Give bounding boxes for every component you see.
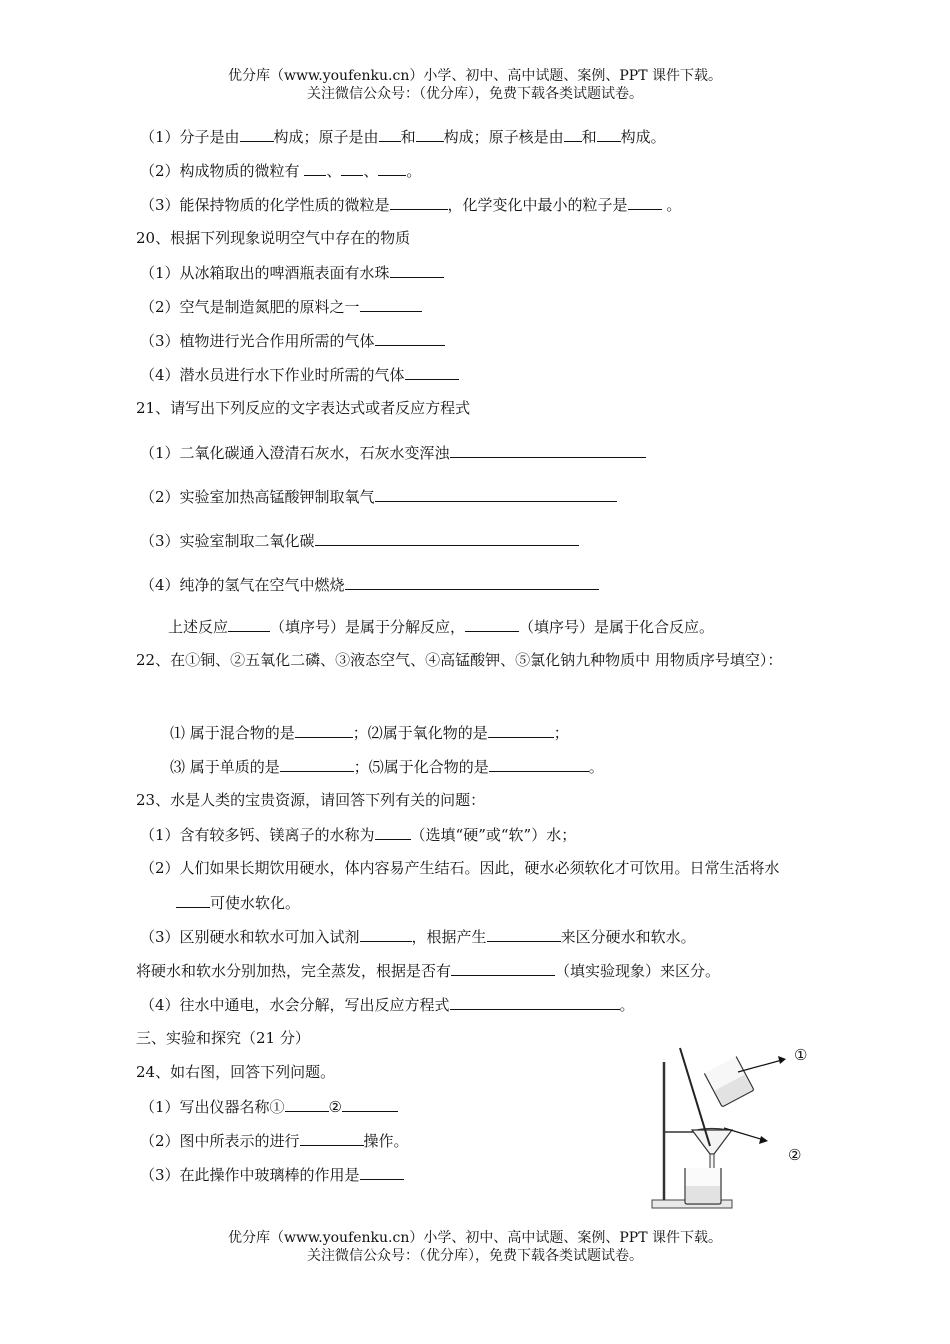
q23-title: 23、水是人类的宝贵资源，请回答下列有关的问题： [136, 791, 486, 809]
arrow-head-1 [778, 1056, 786, 1064]
q23-item-1: （1）含有较多钙、镁离子的水称为 （选填“硬”或“软”）水； [140, 826, 577, 844]
answer-blank[interactable] [451, 960, 555, 976]
answer-blank[interactable] [488, 722, 554, 738]
q22-item-2: ⑶ 属于单质的是 ；⑸属于化合物的是 。 [170, 758, 604, 776]
q23-item-2-cont: 可使水软化。 [176, 892, 300, 913]
answer-blank[interactable] [360, 926, 412, 942]
answer-blank[interactable] [280, 756, 354, 772]
answer-blank[interactable] [360, 296, 422, 312]
q23-item-3: （3）区别硬水和软水可加入试剂 ，根据产生 来区分硬水和软水。 [140, 928, 696, 946]
header-line-1: 优分库（www.youfenku.cn）小学、初中、高中试题、案例、PPT 课件下载。 [227, 68, 722, 84]
answer-blank[interactable] [465, 616, 519, 632]
label-marker-1: ① [794, 1046, 808, 1064]
answer-blank[interactable] [378, 160, 406, 176]
answer-blank[interactable] [345, 574, 599, 590]
q22-item-1: ⑴ 属于混合物的是 ；⑵属于氧化物的是 ； [170, 724, 569, 742]
answer-blank[interactable] [360, 1164, 404, 1180]
q21-item-3: （3）实验室制取二氧化碳 [140, 530, 579, 551]
answer-blank[interactable] [285, 1096, 329, 1112]
filtrate-liquid [686, 1186, 720, 1203]
pointer-arrow-1 [738, 1060, 782, 1072]
answer-blank[interactable] [489, 756, 589, 772]
q23-item-2: （2）人们如果长期饮用硬水，体内容易产生结石。因此，硬水必须软化才可饮用。日常生活将水 [140, 859, 780, 877]
footer-line-1: 优分库（www.youfenku.cn）小学、初中、高中试题、案例、PPT 课件下载。 [227, 1230, 722, 1246]
answer-blank[interactable] [341, 160, 363, 176]
answer-blank[interactable] [240, 126, 274, 142]
filtration-apparatus-figure [640, 1040, 820, 1220]
label-marker-2: ② [788, 1146, 802, 1164]
section-3-heading: 三、实验和探究（21 分） [136, 1029, 310, 1047]
q20-title: 20、根据下列现象说明空气中存在的物质 [136, 229, 411, 247]
answer-blank[interactable] [375, 824, 411, 840]
q19-item-3: （3）能保持物质的化学性质的微粒是 ，化学变化中最小的粒子是 。 [140, 196, 682, 214]
q21-summary: 上述反应 （填序号）是属于分解反应， （填序号）是属于化合反应。 [168, 618, 715, 636]
answer-blank[interactable] [390, 194, 448, 210]
q24-item-2: （2）图中所表示的进行 操作。 [140, 1132, 409, 1150]
answer-blank[interactable] [228, 616, 270, 632]
q20-item-1: （1）从冰箱取出的啤酒瓶表面有水珠 [140, 262, 444, 283]
answer-blank[interactable] [390, 262, 444, 278]
answer-blank[interactable] [450, 442, 646, 458]
answer-blank[interactable] [487, 926, 561, 942]
answer-blank[interactable] [597, 126, 621, 142]
answer-blank[interactable] [628, 194, 662, 210]
answer-blank[interactable] [375, 486, 617, 502]
answer-blank[interactable] [304, 160, 326, 176]
funnel [692, 1130, 732, 1154]
answer-blank[interactable] [315, 530, 579, 546]
arrow-head-2 [759, 1136, 768, 1144]
answer-blank[interactable] [416, 126, 444, 142]
q21-title: 21、请写出下列反应的文字表达式或者反应方程式 [136, 399, 471, 417]
header-line-2: 关注微信公众号：（优分库），免费下载各类试题试卷。 [307, 86, 643, 102]
q20-item-2: （2）空气是制造氮肥的原料之一 [140, 296, 422, 317]
answer-blank[interactable] [342, 1096, 398, 1112]
answer-blank[interactable] [295, 722, 353, 738]
answer-blank[interactable] [379, 126, 401, 142]
q21-item-1: （1）二氧化碳通入澄清石灰水，石灰水变浑浊 [140, 442, 646, 463]
q23-item-4: （4）往水中通电，水会分解，写出反应方程式 。 [140, 996, 635, 1014]
q22-title: 22、在①铜、②五氧化二磷、③液态空气、④高锰酸钾、⑤氯化钠九种物质中 用物质序号填空）： [136, 651, 783, 669]
pointer-arrow-2 [724, 1128, 764, 1140]
q19-item-1: （1）分子是由 构成；原子是由 和 构成；原子核是由 和 构成。 [140, 128, 666, 146]
q21-item-4: （4）纯净的氢气在空气中燃烧 [140, 574, 599, 595]
q24-title: 24、如右图，回答下列问题。 [136, 1063, 336, 1081]
answer-blank[interactable] [375, 330, 445, 346]
answer-blank[interactable] [564, 126, 582, 142]
q24-item-1: （1）写出仪器名称① ② [140, 1096, 398, 1117]
q19-item-2: （2）构成物质的微粒有 、 、 。 [140, 162, 422, 180]
answer-blank[interactable] [300, 1130, 364, 1146]
footer-line-2: 关注微信公众号：（优分库），免费下载各类试题试卷。 [307, 1248, 643, 1264]
q20-item-3: （3）植物进行光合作用所需的气体 [140, 330, 445, 351]
answer-blank[interactable] [450, 994, 620, 1010]
answer-blank[interactable] [176, 892, 210, 908]
q21-item-2: （2）实验室加热高锰酸钾制取氧气 [140, 486, 617, 507]
q23-item-3-cont: 将硬水和软水分别加热，完全蒸发，根据是否有 （填实验现象）来区分。 [136, 962, 721, 980]
answer-blank[interactable] [405, 364, 459, 380]
q24-item-3: （3）在此操作中玻璃棒的作用是 [140, 1164, 404, 1185]
q20-item-4: （4）潜水员进行水下作业时所需的气体 [140, 364, 459, 385]
pouring-beaker [704, 1056, 754, 1106]
